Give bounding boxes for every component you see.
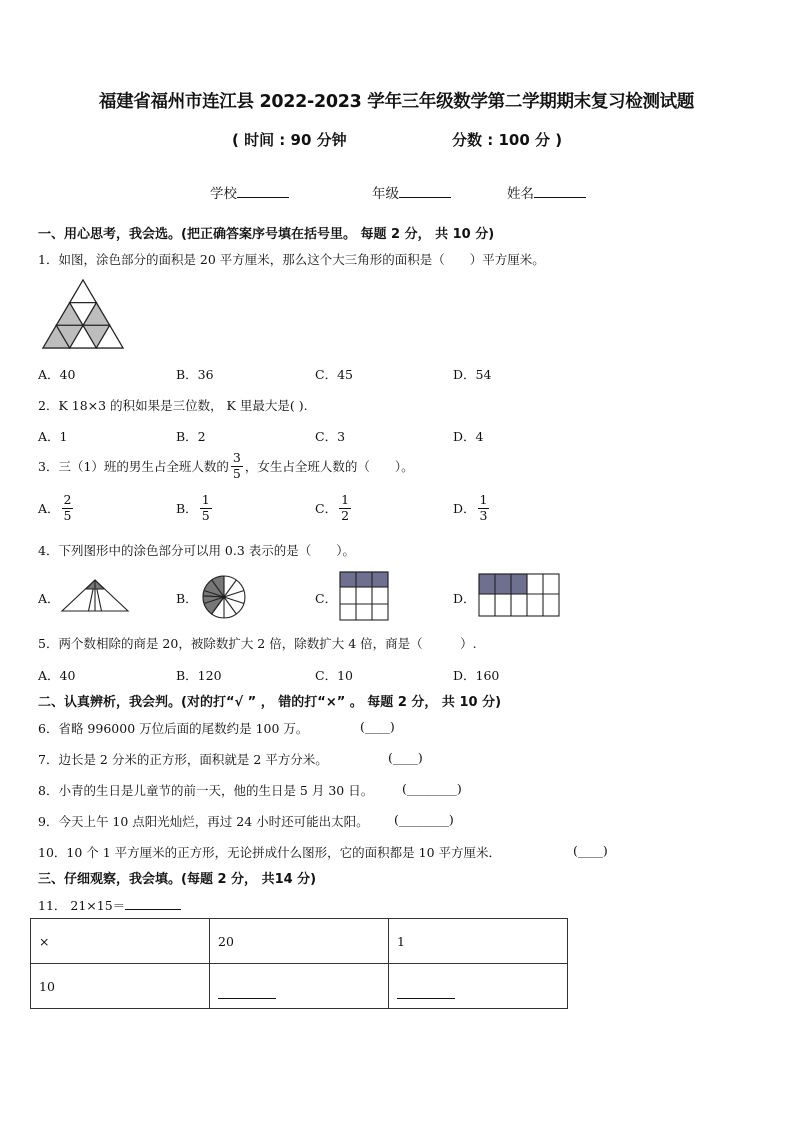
table-cell: 10	[31, 964, 210, 1009]
table-row	[31, 919, 568, 964]
q10-answer-blank[interactable]: (____)	[573, 843, 608, 858]
table-cell: 1	[389, 919, 568, 964]
table-cell: ×	[31, 919, 210, 964]
q3-frac-numerator: 3	[232, 450, 241, 465]
q1-triangle-figure	[42, 278, 126, 350]
q2-option-a[interactable]: A．1	[38, 429, 68, 444]
section-1-heading: 一、用心思考，我会选。(把正确答案序号填在括号里。 每题 2 分， 共 10 分)	[38, 227, 495, 242]
q7-answer-blank[interactable]: (____)	[388, 750, 423, 765]
q10-text: 10．10 个 1 平方厘米的正方形，无论拼成什么图形，它的面积都是 10 平方厘米．	[38, 845, 502, 860]
q3-text	[38, 452, 414, 480]
q3-option-c[interactable]	[315, 494, 353, 522]
table-cell[interactable]	[389, 964, 568, 1009]
q3-option-a-label: A．	[38, 501, 60, 516]
q3-option-c-fraction	[339, 494, 351, 522]
q3-option-b[interactable]	[176, 494, 214, 522]
q11-multiplication-table	[30, 918, 568, 1009]
q11-text	[38, 896, 181, 914]
q2-option-b[interactable]: B．2	[176, 429, 206, 444]
time-info: ( 时间 : 90 分钟	[232, 131, 347, 149]
q1-option-b[interactable]: B．36	[176, 367, 214, 382]
q8-text: 8．小青的生日是儿童节的前一天，他的生日是 5 月 30 日。	[38, 783, 374, 798]
q3-prefix: 3．三（1）班的男生占全班人数的	[38, 459, 229, 474]
q11-cell-blank-2[interactable]	[397, 984, 455, 999]
name-field[interactable]	[507, 182, 586, 202]
q3-option-a-denominator: 5	[63, 507, 72, 523]
q9-answer-blank[interactable]: (________)	[394, 812, 454, 827]
name-label: 姓名	[507, 186, 534, 202]
q3-frac-denominator: 5	[232, 465, 241, 481]
q3-option-a[interactable]	[38, 494, 75, 522]
q3-suffix: ，女生占全班人数的（ ）。	[244, 459, 414, 474]
table-cell: 20	[210, 919, 389, 964]
q5-text: 5．两个数相除的商是 20，被除数扩大 2 倍，除数扩大 4 倍，商是（ ）.	[38, 636, 477, 651]
q4-text: 4．下列图形中的涂色部分可以用 0.3 表示的是（ ）。	[38, 543, 356, 558]
section-2-heading: 二、认真辨析，我会判。(对的打“√ ” ， 错的打“×” 。 每题 2 分， 共 10 分)	[38, 695, 502, 710]
q4-option-c[interactable]: C．	[315, 591, 338, 606]
school-label: 学校	[210, 186, 237, 202]
q2-option-c[interactable]: C．3	[315, 429, 346, 444]
q3-option-d-label: D．	[453, 501, 476, 516]
q1-option-a[interactable]: A．40	[38, 367, 76, 382]
q3-option-c-numerator: 1	[341, 492, 350, 507]
q2-text: 2．K 18×3 的积如果是三位数， K 里最大是( ).	[38, 398, 308, 413]
q11-answer-blank[interactable]	[125, 896, 181, 910]
q8-answer-blank[interactable]: (________)	[402, 781, 462, 796]
q5-option-c[interactable]: C．10	[315, 668, 353, 683]
q3-option-d-numerator: 1	[479, 492, 488, 507]
table-row	[31, 964, 568, 1009]
school-field[interactable]	[210, 182, 289, 202]
q3-option-a-fraction	[62, 494, 74, 522]
q6-answer-blank[interactable]: (____)	[360, 719, 395, 734]
q3-option-d[interactable]	[453, 494, 491, 522]
q4-option-d[interactable]: D．	[453, 591, 476, 606]
q3-option-b-label: B．	[176, 501, 198, 516]
page-title: 福建省福州市连江县 2022-2023 学年三年级数学第二学期期末复习检测试题	[98, 92, 695, 112]
q3-fraction	[231, 452, 243, 480]
q1-option-d[interactable]: D．54	[453, 367, 492, 382]
q7-text: 7．边长是 2 分米的正方形，面积就是 2 平方分米。	[38, 752, 328, 767]
q5-option-b[interactable]: B．120	[176, 668, 222, 683]
q6-text: 6．省略 996000 万位后面的尾数约是 100 万。	[38, 721, 309, 736]
section-3-heading: 三、仔细观察，我会填。(每题 2 分， 共14 分)	[38, 872, 317, 887]
q3-option-d-fraction	[478, 494, 490, 522]
grade-field[interactable]	[372, 182, 451, 202]
q3-option-b-denominator: 5	[201, 507, 210, 523]
q4-d-grid-figure	[478, 573, 560, 617]
q3-option-c-denominator: 2	[341, 507, 350, 523]
q5-option-a[interactable]: A．40	[38, 668, 76, 683]
q11-cell-blank-1[interactable]	[218, 984, 276, 999]
q11-expression: 11． 21×15＝	[38, 898, 126, 913]
q4-option-a[interactable]: A．	[38, 591, 60, 606]
q4-a-triangle-figure	[60, 578, 130, 614]
q3-option-b-numerator: 1	[201, 492, 210, 507]
score-info: 分数 : 100 分 )	[452, 131, 563, 149]
q5-option-d[interactable]: D．160	[453, 668, 500, 683]
q2-option-d[interactable]: D．4	[453, 429, 484, 444]
q3-option-b-fraction	[200, 494, 212, 522]
name-blank[interactable]	[534, 183, 586, 198]
q1-text: 1．如图，涂色部分的面积是 20 平方厘米，那么这个大三角形的面积是（ ）平方厘米。	[38, 252, 545, 267]
q3-option-d-denominator: 3	[479, 507, 488, 523]
q1-option-c[interactable]: C．45	[315, 367, 353, 382]
q4-option-b[interactable]: B．	[176, 591, 198, 606]
grade-blank[interactable]	[399, 183, 451, 198]
q4-c-grid-figure	[339, 571, 389, 621]
q3-option-a-numerator: 2	[63, 492, 72, 507]
grade-label: 年级	[372, 186, 399, 202]
table-cell[interactable]	[210, 964, 389, 1009]
q9-text: 9．今天上午 10 点阳光灿烂，再过 24 小时还可能出太阳。	[38, 814, 369, 829]
q3-option-c-label: C．	[315, 501, 338, 516]
q4-b-circle-figure	[200, 573, 248, 621]
school-blank[interactable]	[237, 183, 289, 198]
